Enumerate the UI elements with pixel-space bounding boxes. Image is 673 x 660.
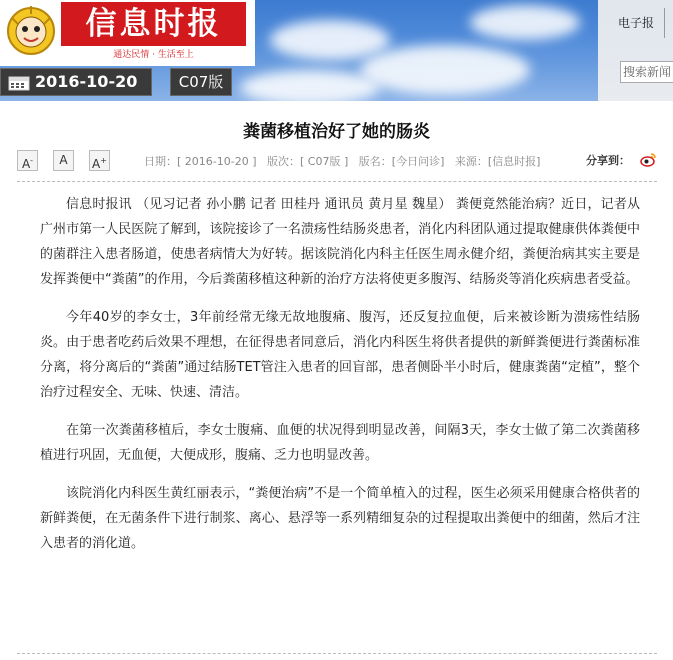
article-title: 粪菌移植治好了她的肠炎 [243, 122, 430, 142]
meta-date: 日期：[ 2016-10-20 ] [144, 155, 257, 168]
issue-date: 2016-10-20 [35, 72, 138, 91]
search-input[interactable]: 搜索新闻 [620, 61, 673, 83]
edition-selector[interactable]: C07版 [170, 68, 232, 96]
divider [17, 653, 657, 654]
font-normal-label: A [59, 153, 68, 167]
font-decrease-label: A [21, 157, 31, 171]
font-decrease-button[interactable]: A- [17, 150, 38, 171]
weibo-share-icon[interactable] [640, 151, 657, 168]
masthead-banner [0, 0, 673, 101]
cloud-decoration [470, 5, 580, 40]
logo-title: 信息时报 [61, 2, 246, 46]
share-label: 分享到： [586, 154, 630, 167]
calendar-icon [8, 75, 30, 91]
font-increase-button[interactable]: A+ [89, 150, 110, 171]
cloud-decoration [240, 70, 380, 101]
article-toolbar [17, 150, 657, 174]
side-panel [598, 0, 673, 101]
paragraph: 在第一次粪菌移植后，李女士腹痛、血便的状况得到明显改善，间隔3天，李女士做了第二次粪菌移植进行巩固，无血便，大便成形，腹痛、乏力也明显改善。 [40, 423, 640, 463]
font-normal-button[interactable] [53, 150, 74, 171]
meta-section: 版名：[今日问诊] [358, 155, 445, 168]
divider [664, 8, 665, 38]
epaper-link[interactable]: 电子报 [618, 16, 655, 30]
font-increase-label: A [92, 157, 101, 171]
issue-date-bar[interactable] [0, 68, 152, 96]
mascot-icon [6, 4, 56, 58]
logo[interactable] [0, 0, 255, 66]
article-meta [144, 153, 540, 169]
logo-slogan: 通达民情 · 生活至上 [113, 50, 194, 60]
cloud-decoration [360, 45, 530, 95]
meta-edition: 版次：[ C07版 ] [267, 155, 349, 168]
divider [17, 181, 657, 182]
paragraph: 今年40岁的李女士，3年前经常无缘无故地腹痛、腹泻，还反复拉血便，后来被诊断为溃疡性结肠炎。由于患者吃药后效果不理想，在征得患者同意后，消化内科医生将供者提供的新鲜粪便进行粪菌标准分离，将分离后的“粪菌”通过结肠TET管注入患者的回盲部，患者侧卧半小时后，健康粪菌“定植”，整个治疗过程安全、无味、快速、清洁。 [40, 310, 640, 400]
article-body [40, 192, 640, 569]
paragraph: 信息时报讯 （见习记者 孙小鹏 记者 田桂丹 通讯员 黄月星 魏星） 粪便竟然能治病？近日，记者从广州市第一人民医院了解到，该院接诊了一名溃疡性结肠炎患者，消化内科团队通过提取健康供体粪便中的菌群注入患者肠道，使患者病情大为好转。据该院消化内科主任医生周永健介绍，粪便治病其实主要是发挥粪便中“粪菌”的作用，今后粪菌移植这种新的治疗方法将使更多腹泻、结肠炎等消化疾病患者受益。 [40, 197, 640, 287]
paragraph: 该院消化内科医生黄红丽表示，“粪便治病”不是一个简单植入的过程，医生必须采用健康合格供者的新鲜粪便，在无菌条件下进行制浆、离心、悬浮等一系列精细复杂的过程提取出粪便中的细菌，然后才注入患者的消化道。 [40, 486, 640, 551]
cloud-decoration [270, 20, 390, 60]
meta-source: 来源：[信息时报] [454, 155, 541, 168]
